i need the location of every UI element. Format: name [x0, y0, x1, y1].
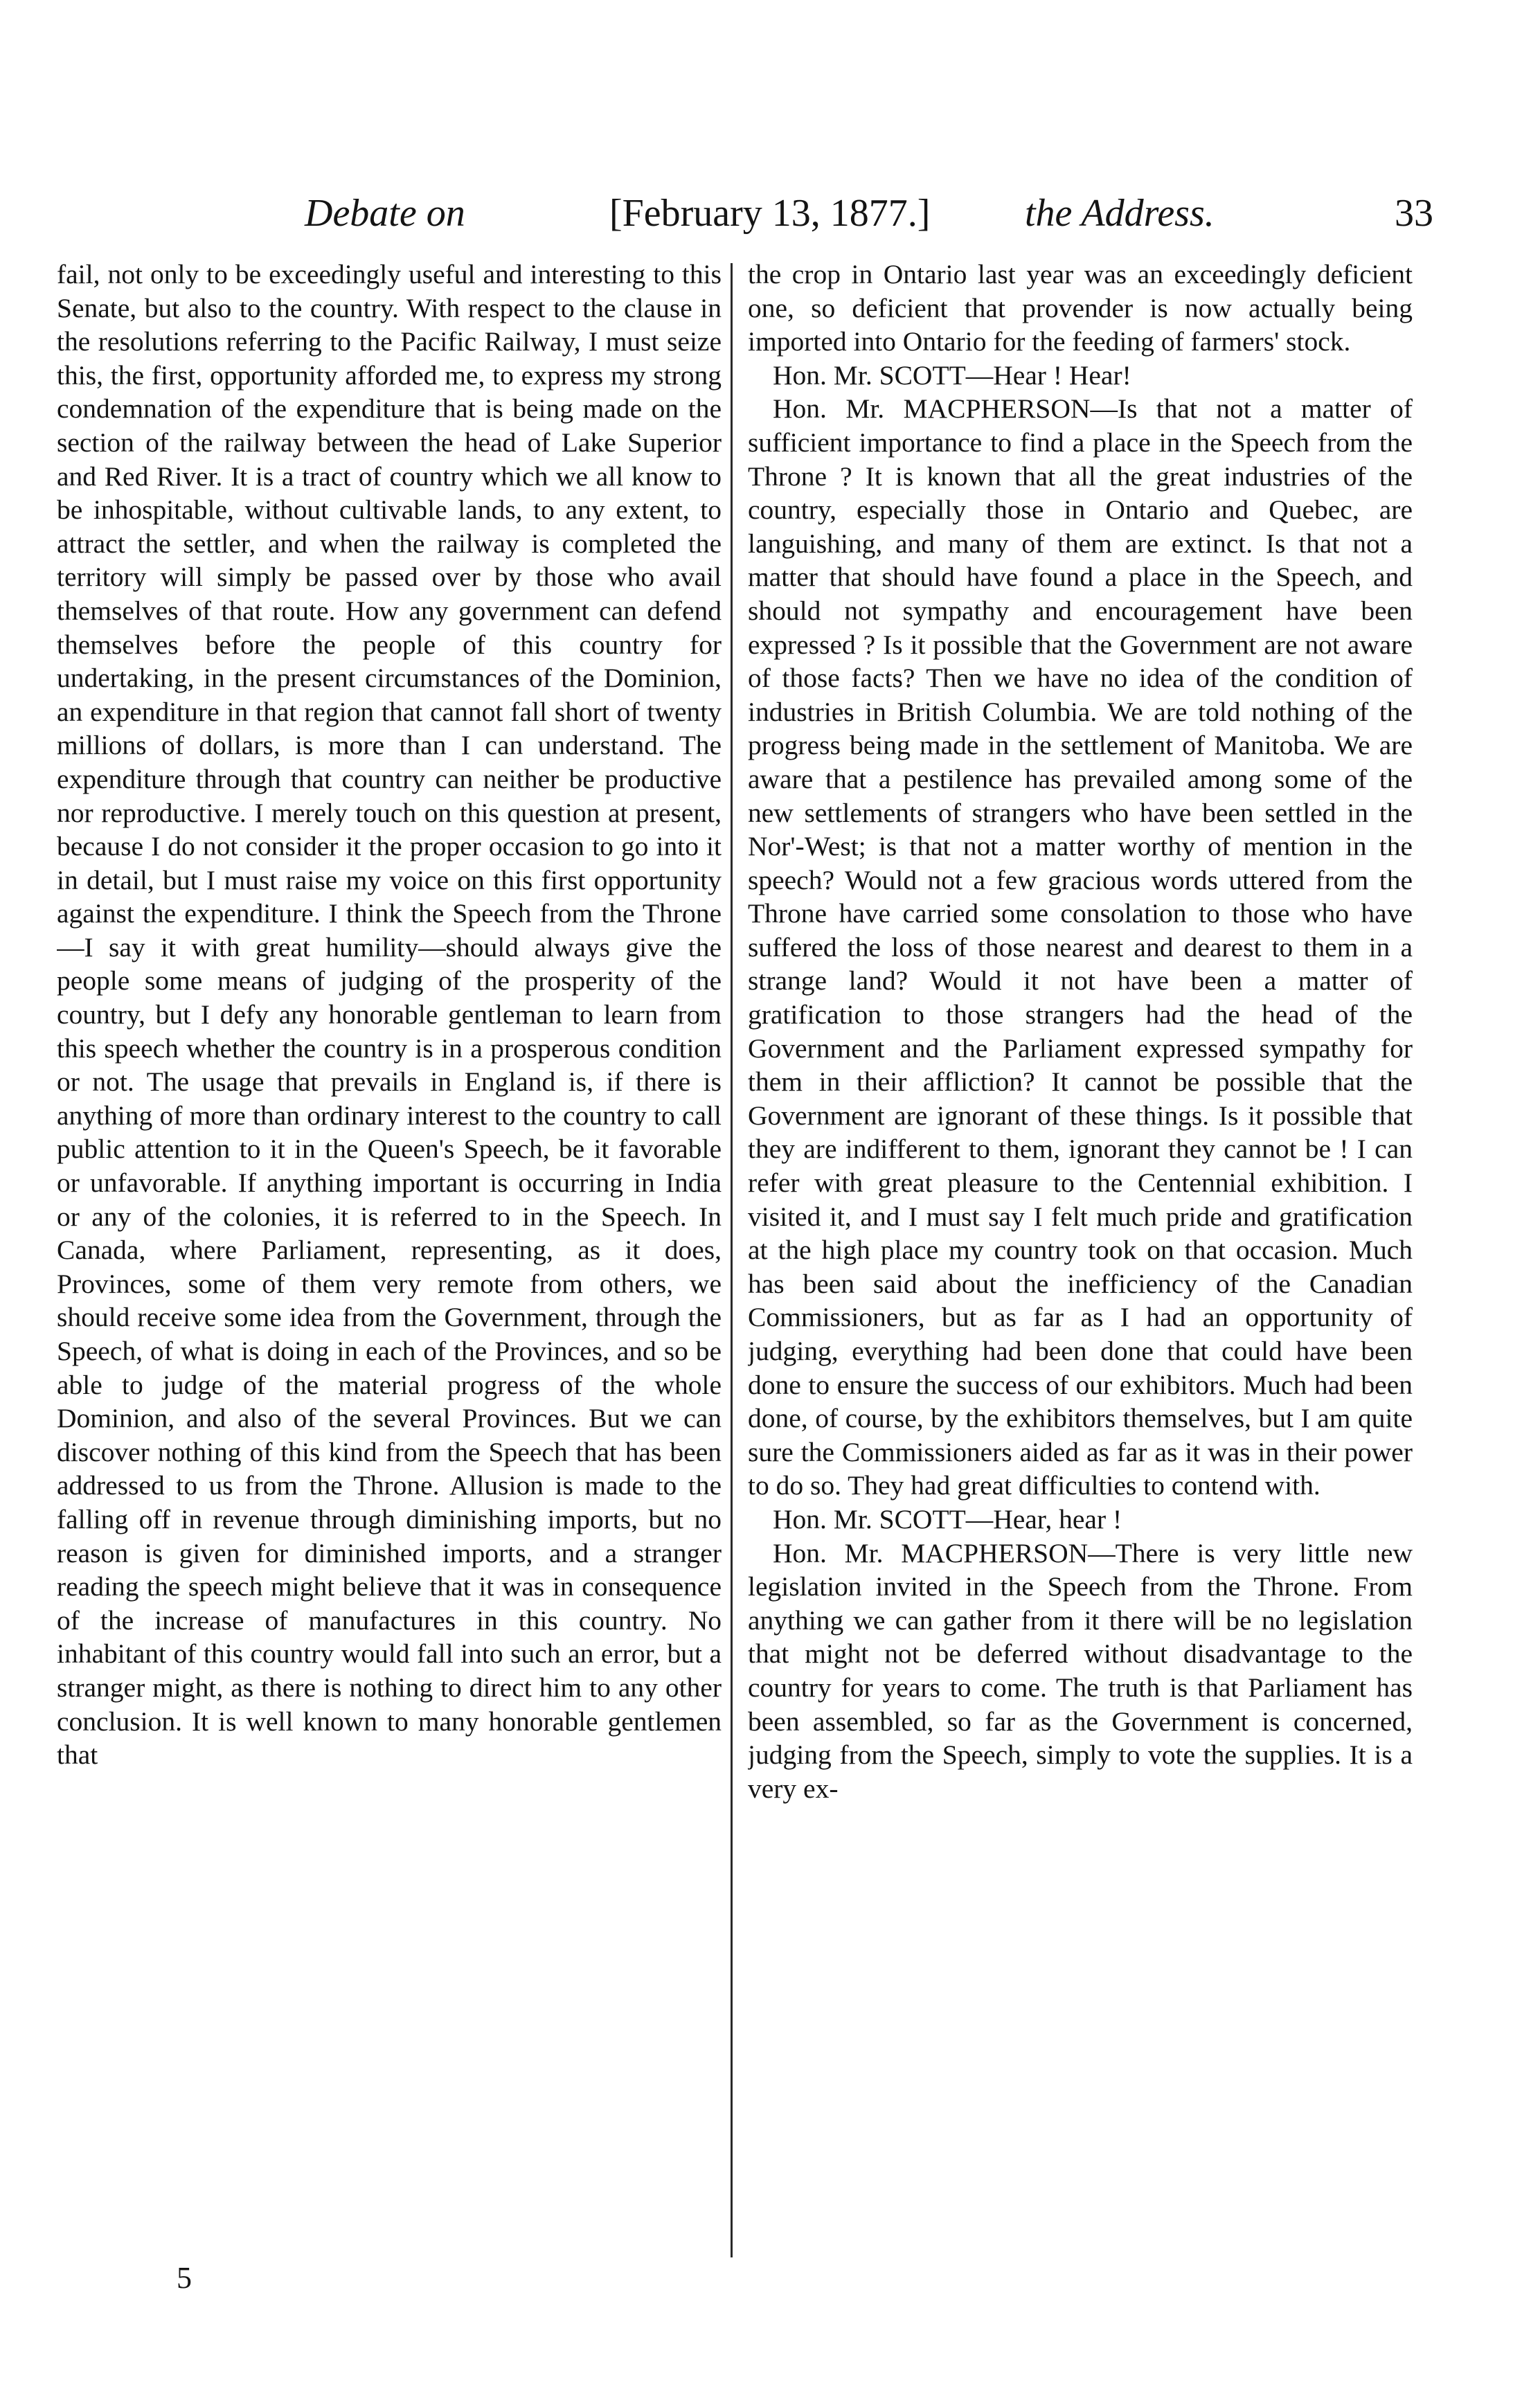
running-header [62, 186, 1433, 241]
speaker-paragraph: Hon. Mr. SCOTT—Hear ! Hear! [773, 359, 1131, 391]
paragraph: the crop in Ontario last year was an exceedingly deficient one, so deficient that provender is now actually being imported into Ontario for the feeding of farmers' stock. [748, 259, 1413, 357]
speaker-paragraph: Hon. Mr. SCOTT—Hear, hear ! [773, 1503, 1122, 1534]
column-divider [731, 263, 733, 2257]
header-date: [February 13, 1877.] [609, 192, 931, 235]
header-left: Debate on [305, 192, 465, 235]
header-right: the Address. [1025, 192, 1215, 235]
paragraph: fail, not only to be exceedingly useful and interesting to this Senate, but also to the country. With respect to the clause in the resolutions referring to the Pacific Railway, I must seize this, the first, opportunity afforded me, to express my strong condemnation of the expenditure that is being made on the section of the railway between the head of Lake Superior and Red River. It is a tract of country which we all know to be inhospitable, without cultivable lands, to any extent, to attract the settler, and when the railway is completed the territory will simply be passed over by those who avail themselves of that route. How any government can defend themselves before the people of this country for undertaking, in the present circumstances of the Dominion, an expenditure in that region that cannot fall short of twenty millions of dollars, is more than I can understand. The expenditure through that country can neither be productive nor reproductive. I merely touch on this question at present, because I do not consider it the proper occasion to go into it in detail, but I must raise my voice on this first opportunity against the expenditure. I think the Speech from the Throne—I say it with great humility—should always give the people some means of judging of the prosperity of the country, but I defy any honorable gentleman to learn from this speech whether the country is in a prosperous condition or not. The usage that prevails in England is, if there is anything of more than ordinary interest to the country to call public attention to it in the Queen's Speech, be it favorable or unfavorable. If anything important is occurring in India or any of the colonies, it is referred to in the Speech. In Canada, where Parliament, representing, as it does, Provinces, some of them very remote from others, we should receive some idea from the Government, through the Speech, of what is doing in each of the Provinces, and so be able to judge of the material progress of the whole Dominion, and also of the several Provinces. But we can discover nothing of this kind from the Speech that has been addressed to us from the Throne. Allusion is made to the falling off in revenue through diminishing imports, but no reason is given for diminished imports, and a stranger reading the speech might believe that it was in consequence of the increase of manufactures in this country. No inhabitant of this country would fall into such an error, but a stranger might, as there is nothing to direct him to any other conclusion. It is well known to many honorable gentlemen that [57, 259, 722, 1771]
speaker-paragraph: Hon. Mr. MACPHERSON—There is very little new legislation invited in the Speech from the Throne. From anything we can gather from it there will be no legislation that might not be deferred without disadvantage to the country for years to come. The truth is that Parliament has been assembled, so far as the Government is concerned, judging from the Speech, simply to vote the supplies. It is a very ex- [748, 1537, 1413, 1804]
signature-mark: 5 [177, 2261, 192, 2295]
left-column [57, 258, 722, 2293]
page-number: 33 [1395, 192, 1433, 235]
speaker-paragraph: Hon. Mr. MACPHERSON—Is that not a matter of sufficient importance to find a place in the Speech from the Throne ? It is known that all the great industries of the country, especially those in Ontario and Quebec, are languishing, and many of them are extinct. Is that not a matter that should have found a place in the Speech, and should not sympathy and encouragement have been expressed ? Is it possible that the Government are not aware of those facts? Then we have no idea of the condition of industries in British Columbia. We are told nothing of the progress being made in the settlement of Manitoba. We are aware that a pestilence has prevailed among some of the new settlements of strangers who have been settled in the Nor'-West; is that not a matter worthy of mention in the speech? Would not a few gracious words uttered from the Throne have carried some consolation to those who have suffered the loss of those nearest and dearest to them in a strange land? Would it not have been a matter of gratification to those strangers had the head of the Government and the Parliament expressed sympathy for them in their affliction? It cannot be possible that the Government are ignorant of these things. Is it possible that they are indifferent to them, ignorant they cannot be ! I can refer with great pleasure to the Centennial exhibition. I visited it, and I must say I felt much pride and gratification at the high place my country took on that occasion. Much has been said about the inefficiency of the Canadian Commissioners, but as far as I had an opportunity of judging, everything had been done that could have been done to ensure the success of our exhibitors. Much had been done, of course, by the exhibitors themselves, but I am quite sure the Commissioners aided as far as it was in their power to do so. They had great difficulties to contend with. [748, 393, 1413, 1501]
right-column [748, 258, 1413, 2293]
